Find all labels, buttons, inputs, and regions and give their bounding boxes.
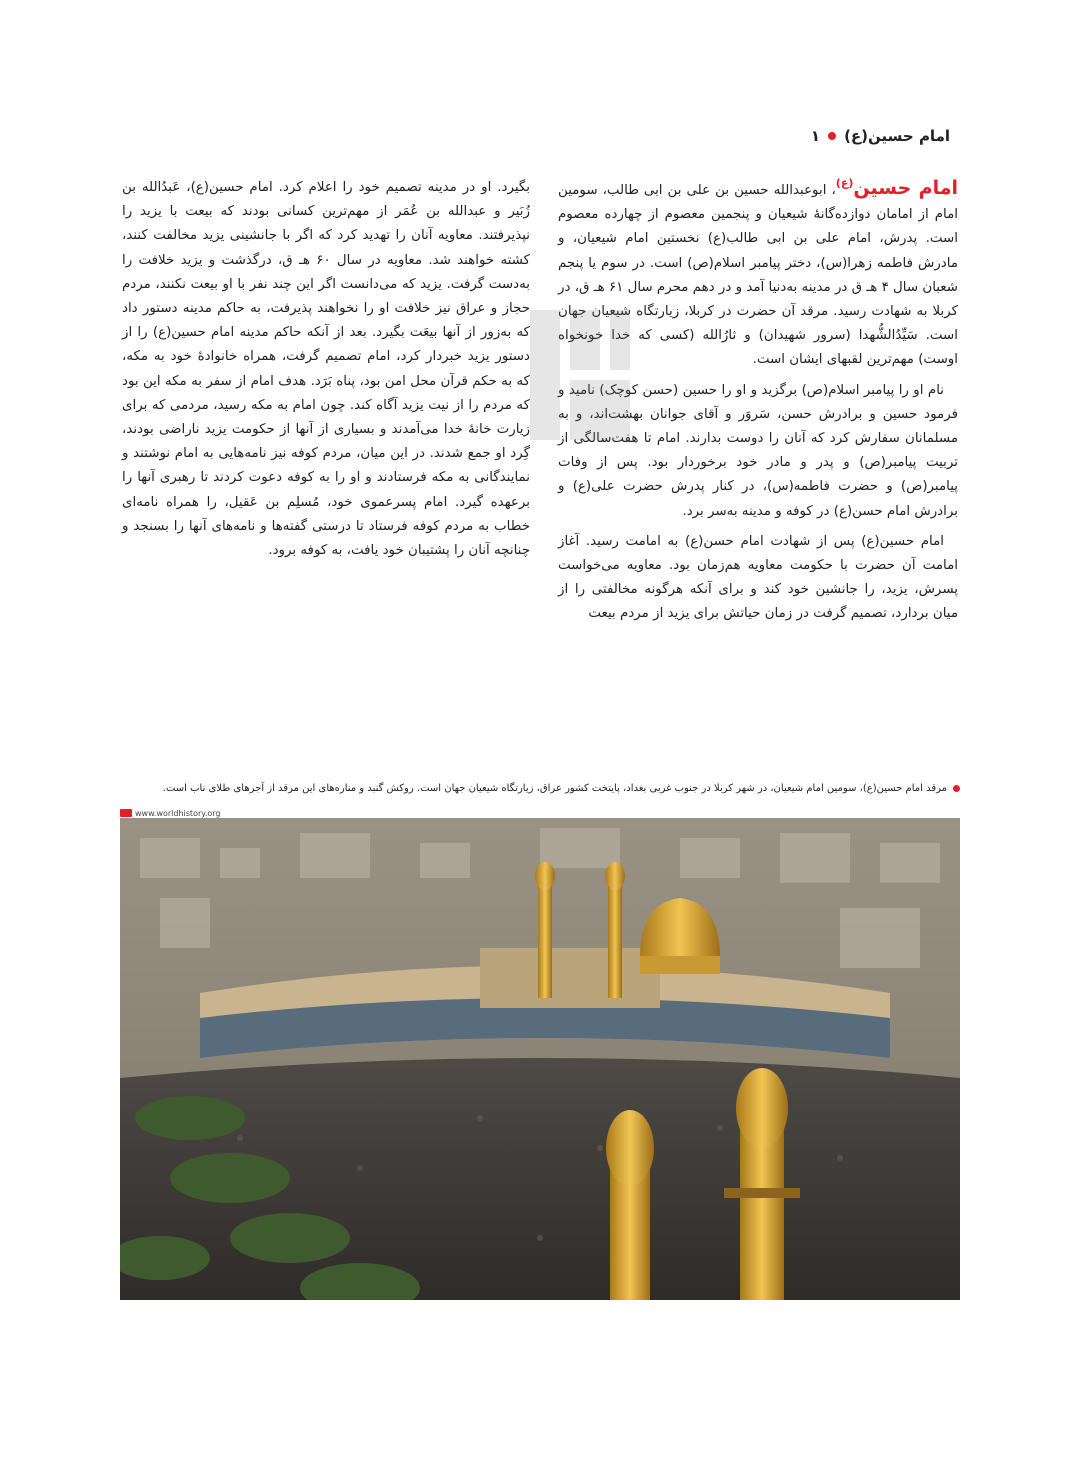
column-left	[122, 176, 530, 736]
paragraph-2: نام او را پیامبر اسلام(ص) برگزید و او را حسین (حسن کوچک) نامید و فرمود حسین و برادرش حسن، سَروَر و آقای جوانان بهشت‌اند، و به مسلمانان سفارش کرد که آنان را دوست بدارند. امام تا هفت‌سالگی از تربیت پیامبر(ص) و پدر و مادر خود برخوردار بود. پس از وفات پیامبر(ص) و حضرت فاطمه(س)، در کنار پدرش حضرت علی(ع) و برادرش امام حسن(ع) در کوفه و مدینه به‌سر برد.	[558, 382, 958, 519]
caption-bullet-icon	[953, 785, 960, 792]
header-bullet-icon	[828, 132, 836, 140]
page-number: ۱	[810, 127, 821, 145]
camera-icon	[120, 809, 132, 817]
shrine-photo	[120, 818, 960, 1300]
lead-title: امام حسین$^{(ع)}$	[835, 176, 958, 199]
photo-caption	[120, 778, 960, 798]
paragraph-1: امام حسین$^{(ع)}$، ابوعبدالله حسین بن علی بن ابی طالب، سومین امام از امامان دوازده‌گانهٔ شیعیان و پنجمین معصوم از چهارده معصوم است. پدرش، امام علی بن ابی طالب(ع) نخستین امام شیعیان، و مادرش فاطمه زهرا(س)، دختر پیامبر اسلام(ص) است. در سوم یا پنجم شعبان سال ۴ هـ ق در مدینه به‌دنیا آمد و در دهم محرم سال ۶۱ هـ ق، در کربلا به شهادت رسید. مرقد آن حضرت در کربلا، زیارتگاه شیعیان جهان است. سَیِّدُالشُّهدا (سرور شهیدان) و ثارُالله (کسی که خدا خونخواه اوست) مهم‌ترین لقبهای ایشان است.	[558, 176, 958, 368]
caption-text: مرقد امام حسین(ع)، سومین امام شیعیان، در شهر کربلا در جنوب غربی بغداد، پایتخت کشور عراق، زیارتگاه شیعیان جهان است. روکش گنبد و مناره‌های این مرقد از آجرهای طلای ناب است.	[162, 782, 947, 794]
page-header	[120, 120, 950, 152]
column-right	[558, 176, 958, 736]
shrine-illustration	[120, 818, 960, 1300]
photo-credit-text: www.worldhistory.org	[135, 808, 221, 818]
running-title: امام حسین(ع)	[844, 127, 950, 145]
paragraph-4: بگیرد. او در مدینه تصمیم خود را اعلام کرد. امام حسین(ع)، عَبدُالله بن زُبَیر و عبدالله بن عُمَر از مهم‌ترین کسانی بودند که بیعت با یزید را نپذیرفتند. معاویه آنان را تهدید کرد که اگر با جانشینی یزید مخالفت کنند، کشته خواهند شد. معاویه در سال ۶۰ هـ ق، درگذشت و یزید خلافت را به‌دست گرفت. یزید که می‌دانست اگر این چند نفر با او بیعت نکنند، مردم حجاز و عراق نیز خلافت او را نخواهند پذیرفت، به حاکم مدینه دستور داد که به‌زور از آنها بیعَت بگیرد. بعد از آنکه حاکم مدینه امام حسین(ع) را از دستور یزید خبردار کرد، امام تصمیم گرفت، همراه خانوادهٔ خود به مکه، که به حکم قرآن محل امن بود، پناه بَرَد. هدف امام از سفر به مکه این بود که مردم را از نیت یزید آگاه کند. چون امام به مکه رسید، مردمی که برای زیارت خانهٔ خدا می‌آمدند و بسیاری از آنها از حکومت یزید ناراضی بودند، گِرد او جمع شدند. در این میان، مردم کوفه نیز نامه‌هایی به امام نوشتند و نمایندگانی به مکه فرستادند و او را به کوفه دعوت کردند تا رهبری آنها را برعهده گیرد. امام پسرعموی خود، مُسلِم بن عَقیل، را همراه نامه‌ای خطاب به مردم کوفه فرستاد تا درستی گفته‌ها و نامه‌های آنها را بسنجد و چنانچه آنان را پشتیبان خود یافت، به کوفه برود.	[122, 180, 530, 559]
paragraph-3: امام حسین(ع) پس از شهادت امام حسن(ع) به امامت رسید. آغاز امامت آن حضرت با حکومت معاویه هم‌زمان بود. معاویه می‌خواست پسرش، یزید، را جانشین خود کند و برای آنکه هرگونه مخالفتی را از میان بردارد، تصمیم گرفت در زمان حیاتش برای یزید از مردم بیعت	[558, 533, 958, 622]
